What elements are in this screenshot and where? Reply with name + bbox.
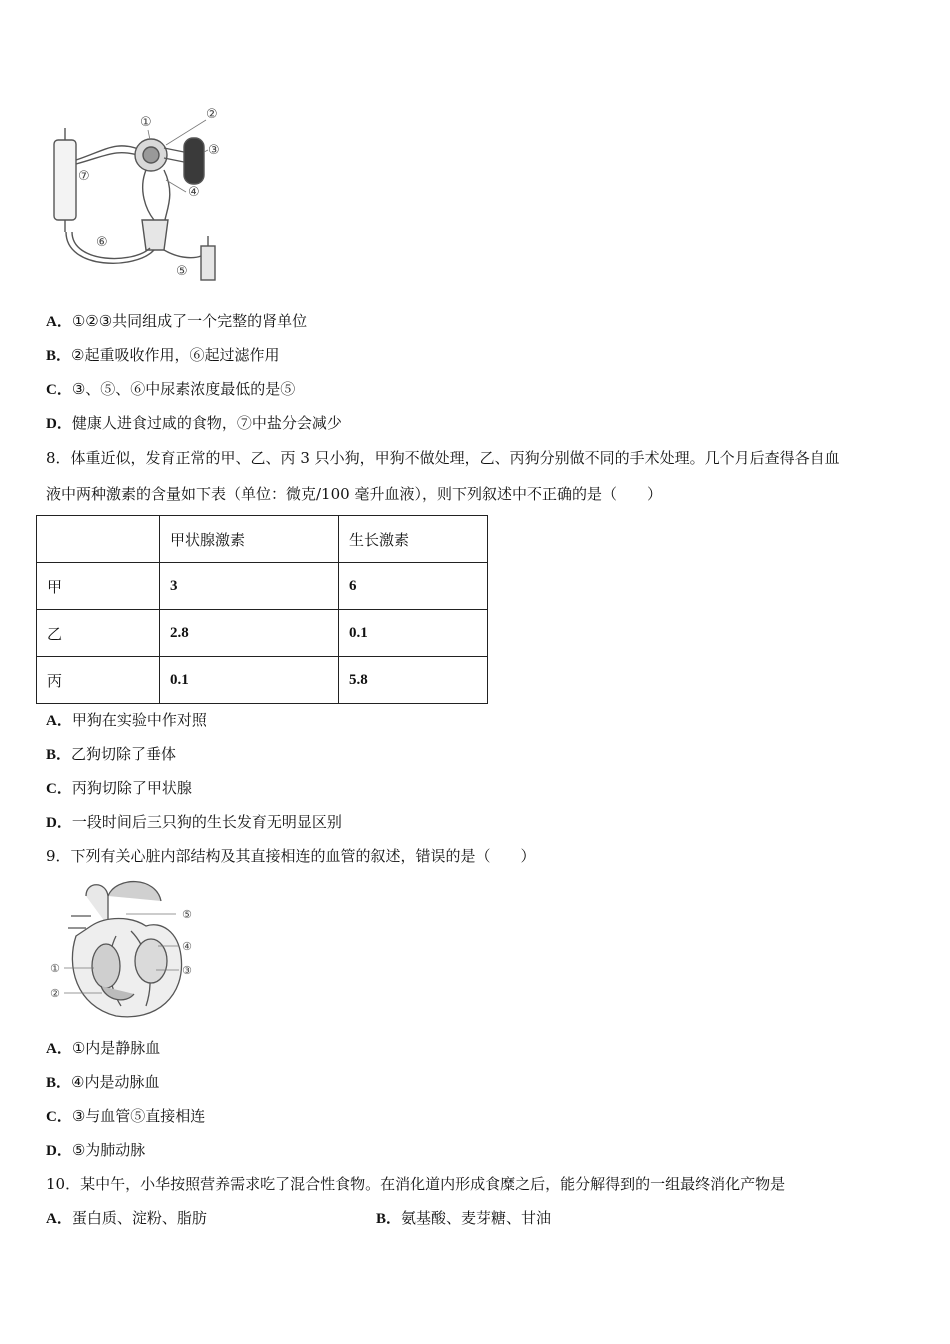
table-cell: 0.1 <box>160 657 339 704</box>
table-cell: 3 <box>160 563 339 610</box>
hormone-table <box>36 515 488 704</box>
q8-option-c[interactable] <box>46 778 192 799</box>
q9-option-b[interactable] <box>46 1072 159 1093</box>
kidney-label-7: ⑦ <box>78 169 90 184</box>
q10-option-a-text: 蛋白质、淀粉、脂肪 <box>71 1209 207 1227</box>
q8-option-d[interactable] <box>46 812 342 833</box>
kidney-label-2: ② <box>206 107 218 122</box>
table-row <box>37 610 488 657</box>
q8-stem-line1: 8．体重近似，发育正常的甲、乙、丙 3 只小狗，甲狗不做处理，乙、丙狗分别做不同的手术处理。几个月后查得各自血 <box>46 449 840 467</box>
table-cell: 丙 <box>37 657 160 704</box>
heart-label-5: ⑤ <box>182 908 192 921</box>
heart-label-4: ④ <box>182 940 192 953</box>
q9-option-d[interactable] <box>46 1140 145 1161</box>
q10-stem: 10．某中午，小华按照营养需求吃了混合性食物。在消化道内形成食糜之后，能分解得到的一组最终消化产物是 <box>46 1175 786 1193</box>
q8-option-c-letter: C． <box>46 781 72 797</box>
kidney-figure <box>46 100 236 286</box>
table-cell: 5.8 <box>339 657 488 704</box>
q7-option-d[interactable] <box>46 413 342 434</box>
q10-option-a-letter: A． <box>46 1211 72 1227</box>
q7-option-c-letter: C． <box>46 382 72 398</box>
q8-option-a-letter: A． <box>46 713 72 729</box>
heart-label-3: ③ <box>182 964 192 977</box>
table-header-cell: 生长激素 <box>339 516 488 563</box>
kidney-label-5: ⑤ <box>176 264 188 279</box>
q9-option-b-letter: B． <box>46 1075 72 1091</box>
q7-option-b-text: ②起重吸收作用，⑥起过滤作用 <box>71 346 280 364</box>
q8-option-b-text: 乙狗切除了垂体 <box>71 745 177 763</box>
q8-stem-line2: 液中两种激素的含量如下表（单位：微克/100 毫升血液），则下列叙述中不正确的是（ ） <box>46 485 662 503</box>
heart-figure <box>46 876 206 1024</box>
q7-option-b[interactable] <box>46 345 279 366</box>
q9-option-c-letter: C． <box>46 1109 72 1125</box>
q10-option-b-text: 氨基酸、麦芽糖、甘油 <box>401 1209 552 1227</box>
q9-option-c[interactable] <box>46 1106 205 1127</box>
q8-option-b[interactable] <box>46 744 176 765</box>
table-header-row <box>37 516 488 563</box>
heart-label-1: ① <box>50 962 60 975</box>
heart-label-2: ② <box>50 987 60 1000</box>
q8-option-a-text: 甲狗在实验中作对照 <box>71 711 207 729</box>
q8-option-b-letter: B． <box>46 747 72 763</box>
q7-option-c-text: ③、⑤、⑥中尿素浓度最低的是⑤ <box>71 380 296 398</box>
q10-option-a[interactable] <box>46 1208 207 1229</box>
q9-stem: 9．下列有关心脏内部结构及其直接相连的血管的叙述，错误的是（ ） <box>46 847 536 865</box>
q7-option-a-text: ①②③共同组成了一个完整的肾单位 <box>71 312 308 330</box>
q8-option-a[interactable] <box>46 710 207 731</box>
q9-option-a-text: ①内是静脉血 <box>71 1039 161 1057</box>
q9-option-a-letter: A． <box>46 1041 72 1057</box>
table-header-cell: 甲状腺激素 <box>160 516 339 563</box>
table-cell: 甲 <box>37 563 160 610</box>
table-cell: 6 <box>339 563 488 610</box>
table-cell: 2.8 <box>160 610 339 657</box>
q8-option-c-text: 丙狗切除了甲状腺 <box>71 779 192 797</box>
q9-option-d-letter: D． <box>46 1143 72 1159</box>
table-row <box>37 657 488 704</box>
kidney-label-4: ④ <box>188 185 200 200</box>
table-row <box>37 563 488 610</box>
q8-option-d-text: 一段时间后三只狗的生长发育无明显区别 <box>71 813 342 831</box>
table-header-cell <box>37 516 160 563</box>
q8-option-d-letter: D． <box>46 815 72 831</box>
table-cell: 乙 <box>37 610 160 657</box>
q7-option-a[interactable] <box>46 311 307 332</box>
table-cell: 0.1 <box>339 610 488 657</box>
q7-option-c[interactable] <box>46 379 295 400</box>
kidney-label-3: ③ <box>208 143 220 158</box>
q7-option-b-letter: B． <box>46 348 72 364</box>
q9-option-d-text: ⑤为肺动脉 <box>71 1141 146 1159</box>
q10-option-b[interactable] <box>376 1208 551 1229</box>
q7-option-d-text: 健康人进食过咸的食物，⑦中盐分会减少 <box>71 414 342 432</box>
kidney-label-1: ① <box>140 115 152 130</box>
q7-option-d-letter: D． <box>46 416 72 432</box>
q9-option-b-text: ④内是动脉血 <box>71 1073 160 1091</box>
q9-option-a[interactable] <box>46 1038 160 1059</box>
q10-option-b-letter: B． <box>376 1211 402 1227</box>
q7-option-a-letter: A． <box>46 314 72 330</box>
q9-option-c-text: ③与血管⑤直接相连 <box>71 1107 206 1125</box>
kidney-label-6: ⑥ <box>96 235 108 250</box>
